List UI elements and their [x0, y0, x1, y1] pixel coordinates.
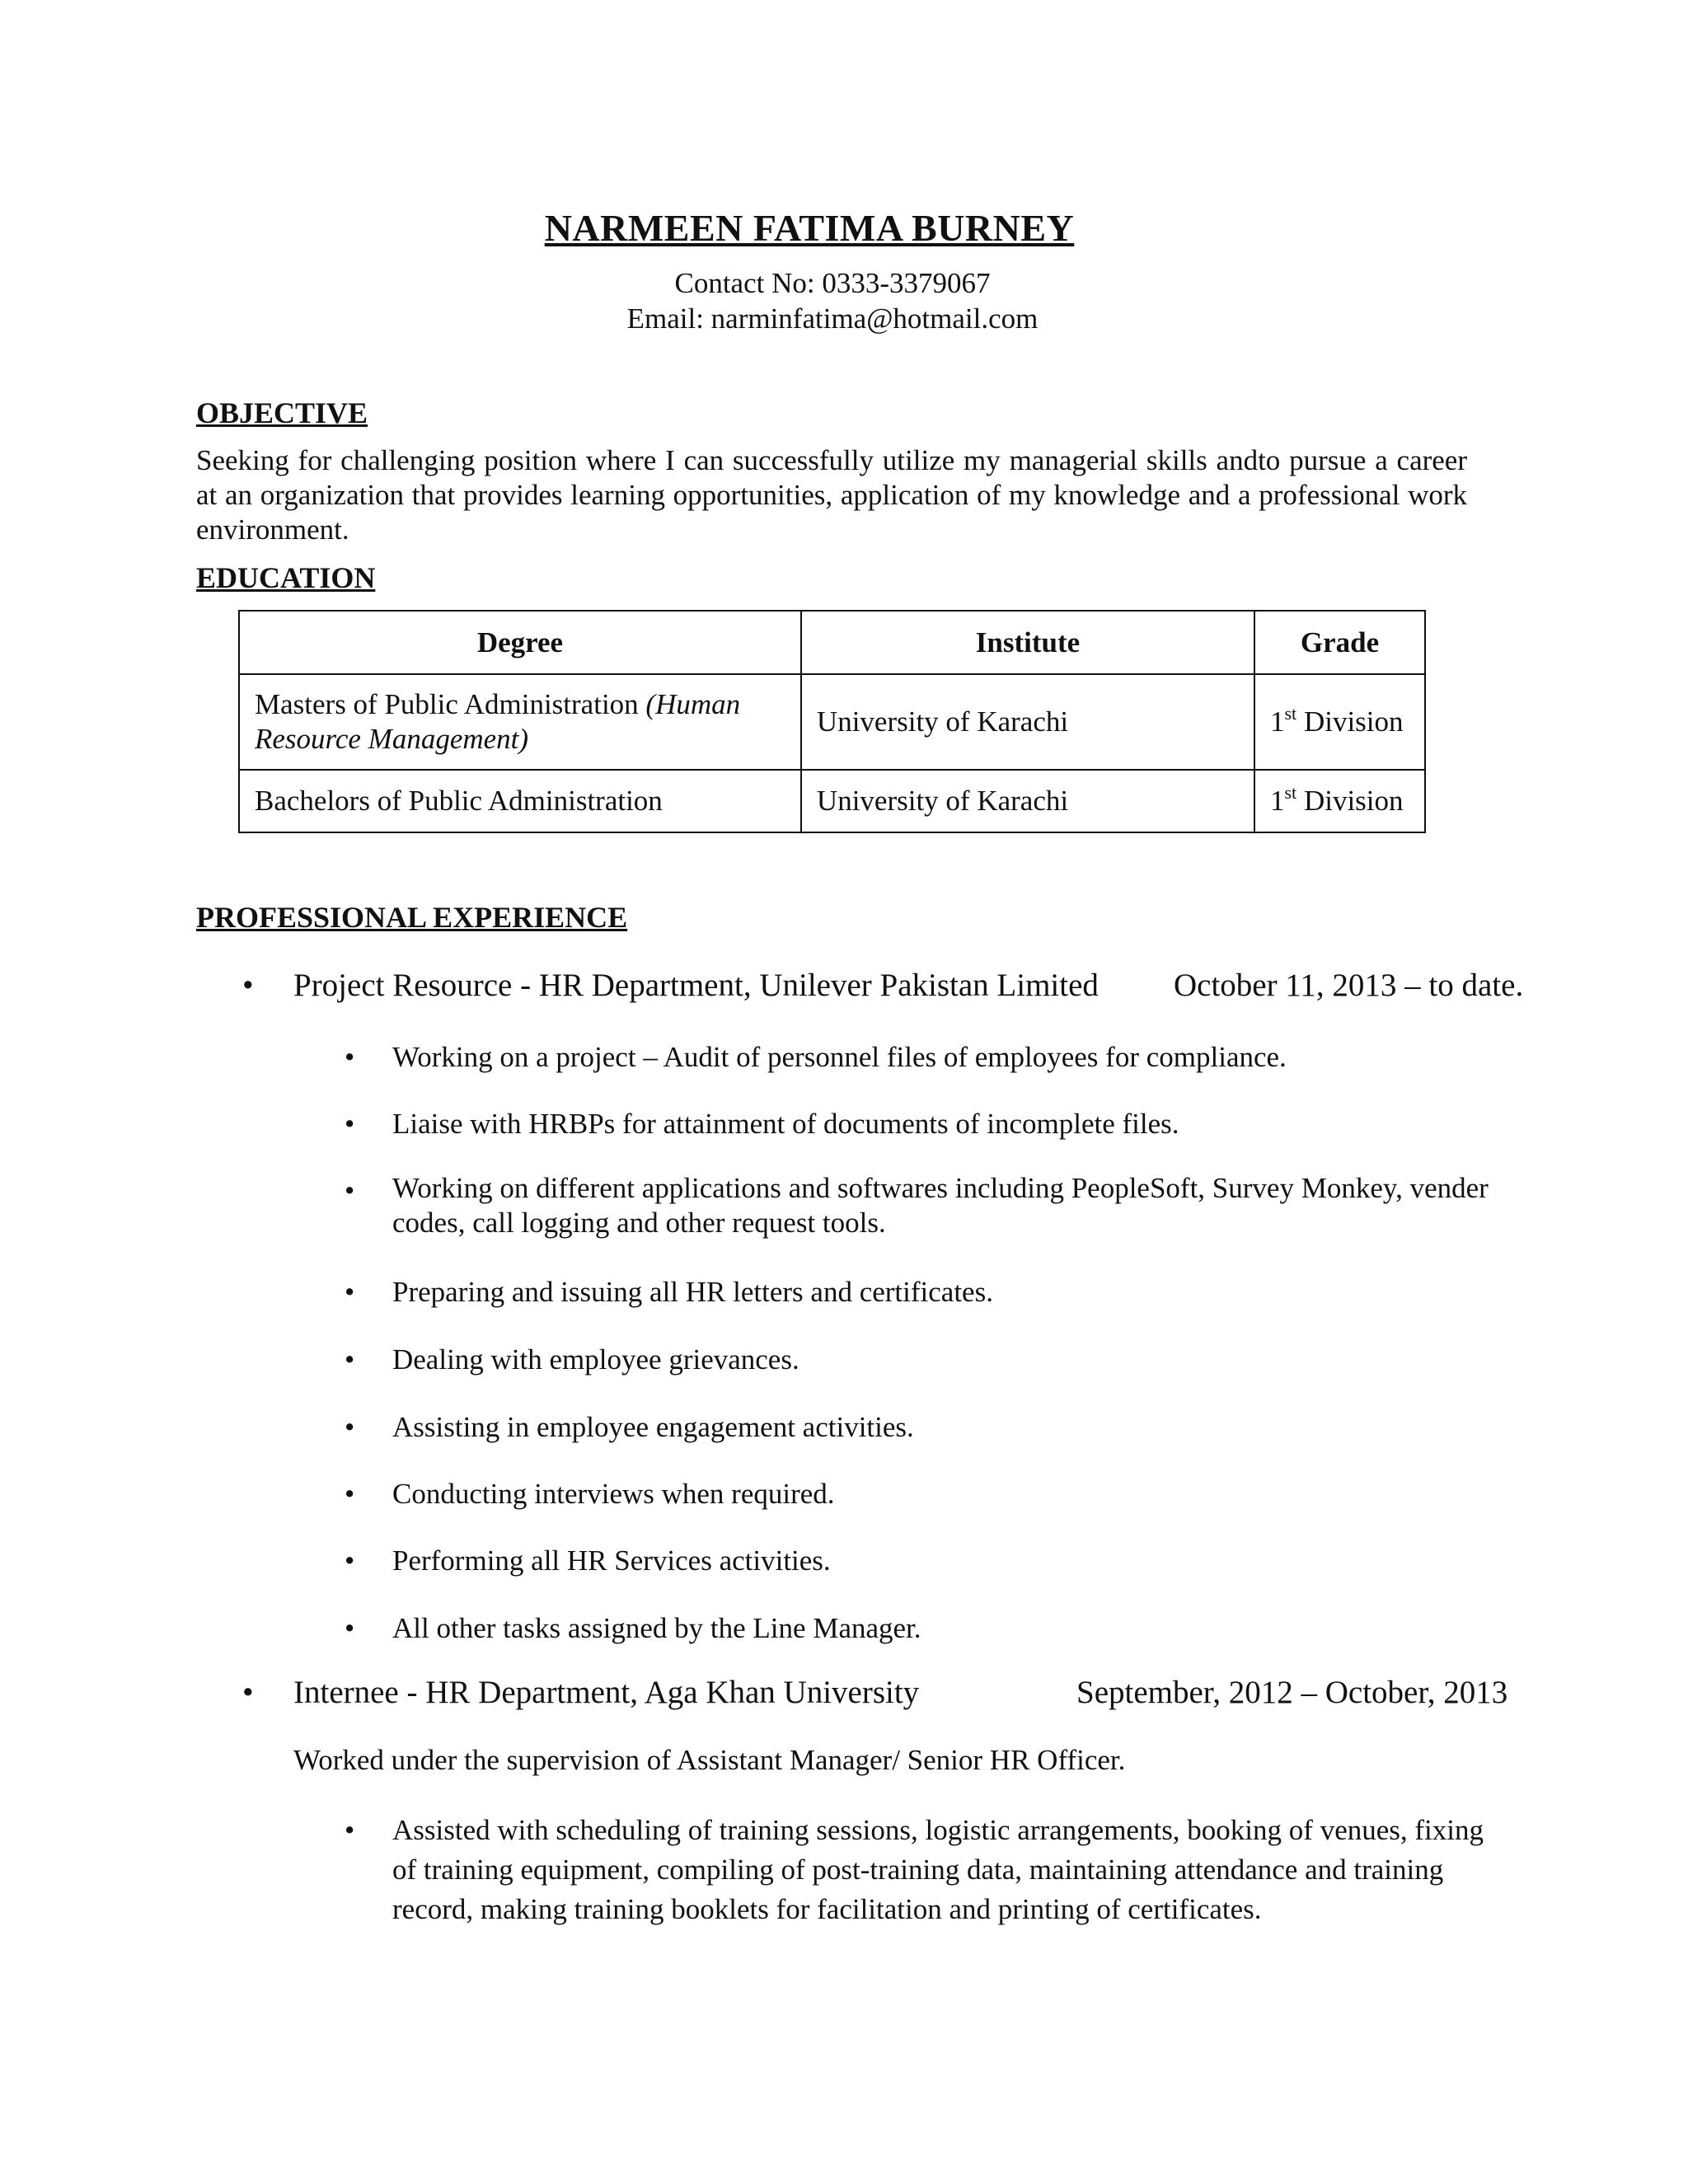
- bullet-icon: •: [345, 1108, 355, 1140]
- duty-text: Performing all HR Services activities.: [392, 1544, 831, 1577]
- duty-text: Assisted with scheduling of training sessions, logistic arrangements, booking of venues, fixing of training equipment, compiling of post-training data, maintaining attendance and training record, making training booklets for facilitation and printing of certificates.: [392, 1814, 1484, 1925]
- grade-number: 1: [1270, 705, 1285, 738]
- duty-text: All other tasks assigned by the Line Manager.: [392, 1612, 921, 1644]
- bullet-icon: •: [345, 1343, 355, 1376]
- bullet-icon: •: [345, 1411, 355, 1443]
- column-header-grade: Grade: [1254, 611, 1425, 674]
- job-dates: October 11, 2013 – to date.: [1174, 968, 1524, 1003]
- degree-cell: [239, 674, 801, 770]
- bullet-icon: •: [242, 1675, 254, 1710]
- job-dates: September, 2012 – October, 2013: [1076, 1675, 1508, 1710]
- duty-text: Liaise with HRBPs for attainment of documents of incomplete files.: [392, 1108, 1179, 1140]
- degree-name: Bachelors of Public Administration: [255, 785, 663, 817]
- duty-text: Working on a project – Audit of personnel files of employees for compliance.: [392, 1041, 1287, 1073]
- education-heading: EDUCATION: [196, 561, 376, 594]
- bullet-icon: •: [345, 1544, 355, 1577]
- degree-cell: [239, 770, 801, 832]
- grade-cell: [1254, 770, 1425, 832]
- grade-text: Division: [1296, 705, 1404, 738]
- column-header-degree: Degree: [239, 611, 801, 674]
- email-address: Email: narminfatima@hotmail.com: [626, 302, 1039, 335]
- bullet-icon: •: [345, 1814, 355, 1846]
- job-title: Project Resource - HR Department, Unilever Pakistan Limited: [293, 968, 1099, 1003]
- candidate-name: NARMEEN FATIMA BURNEY: [544, 207, 1075, 249]
- bullet-icon: •: [345, 1174, 355, 1207]
- duty-text: Preparing and issuing all HR letters and certificates.: [392, 1276, 993, 1308]
- bullet-icon: •: [345, 1276, 355, 1308]
- education-table-header: [239, 611, 1425, 674]
- contact-block: [0, 265, 1665, 336]
- institute-cell: University of Karachi: [801, 674, 1254, 770]
- bullet-icon: •: [242, 968, 254, 1003]
- grade-cell: [1254, 674, 1425, 770]
- objective-text: Seeking for challenging position where I can successfully utilize my managerial skills andto pursue a career at an organization that provides learning opportunities, application of my knowledge and a professional work environment.: [196, 444, 1467, 546]
- grade-suffix: st: [1284, 703, 1297, 724]
- contact-number: Contact No: 0333-3379067: [674, 267, 991, 299]
- duty-text: Conducting interviews when required.: [392, 1478, 835, 1510]
- institute-cell: University of Karachi: [801, 770, 1254, 832]
- grade-number: 1: [1270, 785, 1285, 817]
- duty-text: Assisting in employee engagement activities.: [392, 1411, 914, 1443]
- grade-text: Division: [1296, 785, 1404, 817]
- table-row: [239, 770, 1425, 832]
- bullet-icon: •: [345, 1041, 355, 1073]
- objective-heading: OBJECTIVE: [196, 396, 368, 429]
- grade-suffix: st: [1284, 782, 1297, 803]
- duty-text: Working on different applications and softwares including PeopleSoft, Survey Monkey, vender codes, call logging and other request tools.: [392, 1172, 1489, 1239]
- education-table: [238, 610, 1426, 833]
- experience-heading: PROFESSIONAL EXPERIENCE: [196, 901, 628, 934]
- duty-text: Dealing with employee grievances.: [392, 1343, 799, 1376]
- degree-name: Masters of Public Administration: [255, 688, 646, 720]
- degree-specialization: (Human Resource Management): [255, 688, 741, 755]
- table-row: [239, 674, 1425, 770]
- bullet-icon: •: [345, 1612, 355, 1644]
- column-header-institute: Institute: [801, 611, 1254, 674]
- bullet-icon: •: [345, 1478, 355, 1510]
- job-title: Internee - HR Department, Aga Khan University: [293, 1675, 920, 1710]
- job-note: Worked under the supervision of Assistant Manager/ Senior HR Officer.: [293, 1744, 1126, 1776]
